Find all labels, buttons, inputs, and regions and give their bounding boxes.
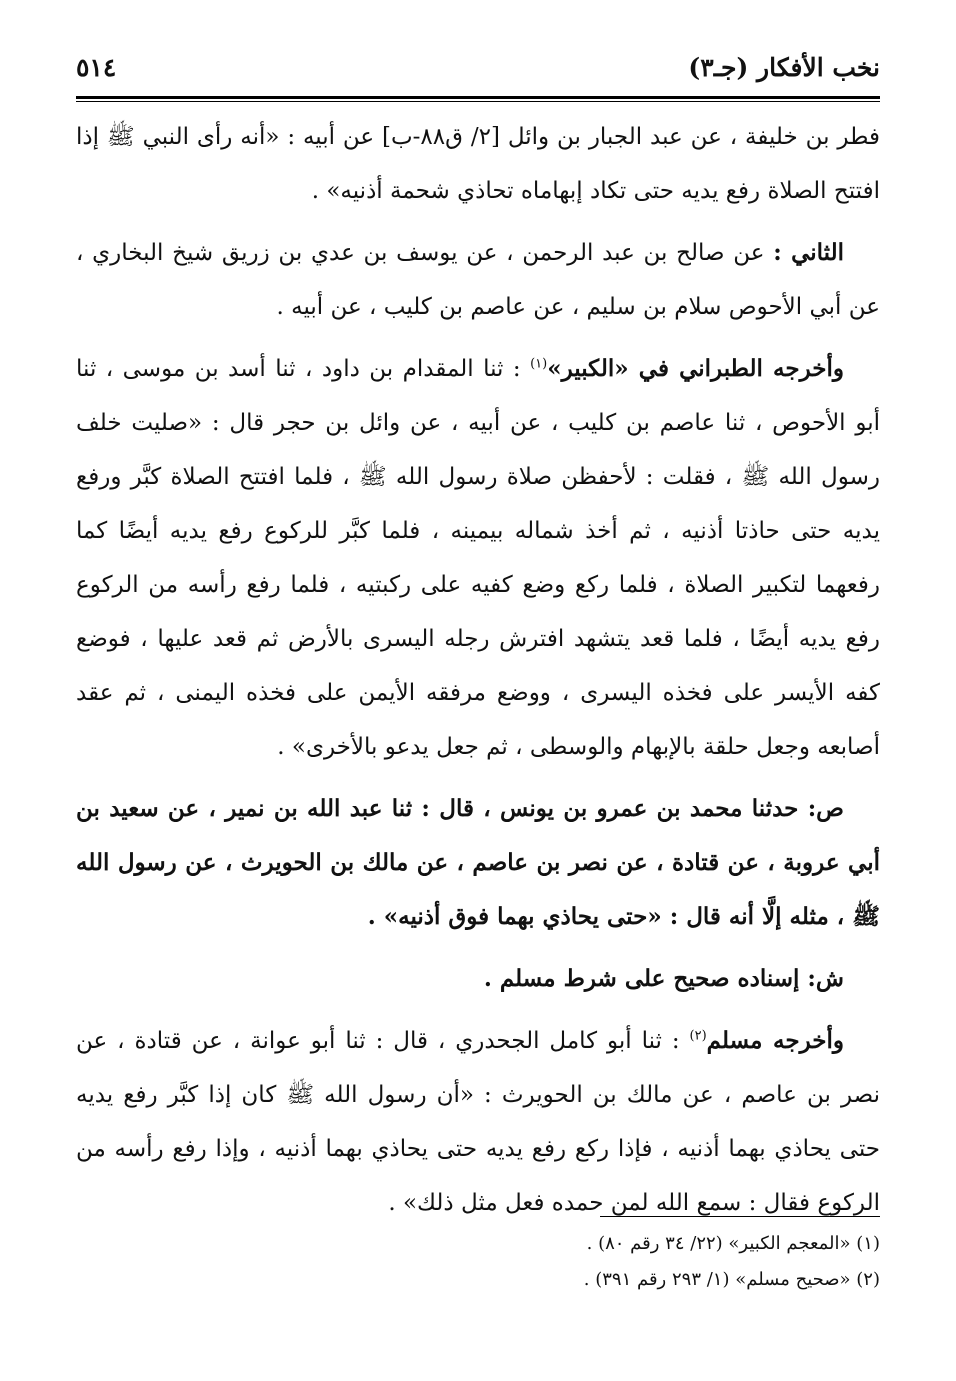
- paragraph-6: [76, 1014, 880, 1230]
- paragraph-6-text: : ثنا أبو كامل الجحدري ، قال : ثنا أبو عوانة ، عن قتادة ، عن نصر بن عاصم ، عن مالك بن الحويرث : «أن رسول الله ﷺ كان إذا كبَّر رفع يديه حتى يحاذي بهما أذنيه ، فإذا ركع رفع يديه حتى يحاذي بهما أذنيه ، وإذا رفع رأسه من الركوع فقال : سمع الله لمن حمده فعل مثل ذلك» .: [76, 1028, 880, 1216]
- book-title: نخب الأفكار (جـ٣): [688, 52, 880, 82]
- paragraph-3-lead: وأخرجه الطبراني في «الكبير»: [547, 355, 845, 382]
- paragraph-6-lead: وأخرجه مسلم: [706, 1027, 844, 1054]
- main-text: [76, 110, 880, 1238]
- paragraph-1-text: فطر بن خليفة ، عن عبد الجبار بن وائل [٢/ ق٨٨-ب] عن أبيه : «أنه رأى النبي ﷺ إذا افتتح الصلاة رفع يديه حتى تكاد إبهاماه تحاذي شحمة أذنيه» .: [76, 124, 880, 204]
- paragraph-2-text: عن صالح بن عبد الرحمن ، عن يوسف بن عدي بن زريق شيخ البخاري ، عن أبي الأحوص سلام بن سليم ، عن عاصم بن كليب ، عن أبيه .: [76, 240, 880, 320]
- paragraph-3-text: : ثنا المقدام بن داود ، ثنا أسد بن موسى ، ثنا أبو الأحوص ، ثنا عاصم بن كليب ، عن أبيه ، عن وائل بن حجر قال : «صليت خلف رسول الله ﷺ ، فقلت : لأحفظن صلاة رسول الله ﷺ ، فلما افتتح الصلاة كبَّر ورفع يديه حتى حاذتا أذنيه ، ثم أخذ شماله بيمينه ، فلما كبَّر للركوع رفع يديه أيضًا كما رفعهما لتكبير الصلاة ، فلما ركع وضع كفيه على ركبتيه ، فلما رفع رأسه من الركوع رفع يديه أيضًا ، فلما قعد يتشهد افترش رجله اليسرى بالأرض ثم قعد عليها ، فوضع كفه الأيسر على فخذه اليسرى ، ووضع مرفقه الأيمن على فخذه اليمنى ، ثم عقد أصابعه وجعل حلقة بالإبهام والوسطى ، ثم جعل يدعو بالأخرى» .: [76, 356, 880, 760]
- running-header: [76, 44, 880, 90]
- paragraph-2-lead: الثاني :: [773, 239, 844, 266]
- paragraph-3: [76, 342, 880, 774]
- footnotes: [76, 1226, 880, 1298]
- footnote-ref-1: (١): [530, 356, 548, 372]
- paragraph-5-text: ش: إسناده صحيح على شرط مسلم .: [483, 965, 844, 992]
- paragraph-1: [76, 110, 880, 218]
- paragraph-4: [76, 782, 880, 944]
- footnote-2: (٢) «صحيح مسلم» (١/ ٢٩٣ رقم ٣٩١) .: [583, 1269, 880, 1290]
- footnote-1: (١) «المعجم الكبير» (٢٢/ ٣٤ رقم ٨٠) .: [586, 1233, 880, 1254]
- page-number: ٥١٤: [76, 52, 117, 82]
- footnote-rule: [600, 1216, 880, 1217]
- footnote-ref-2: (٢): [689, 1028, 707, 1044]
- header-rule: [76, 96, 880, 102]
- paragraph-4-text: ص: حدثنا محمد بن عمرو بن يونس ، قال : ثنا عبد الله بن نمير ، عن سعيد بن أبي عروبة ، عن قتادة ، عن نصر بن عاصم ، عن مالك بن الحويرث ، عن رسول الله ﷺ ، مثله إلَّا أنه قال : «حتى يحاذي بهما فوق أذنيه» .: [76, 795, 880, 930]
- paragraph-2: [76, 226, 880, 334]
- paragraph-5: [76, 952, 880, 1006]
